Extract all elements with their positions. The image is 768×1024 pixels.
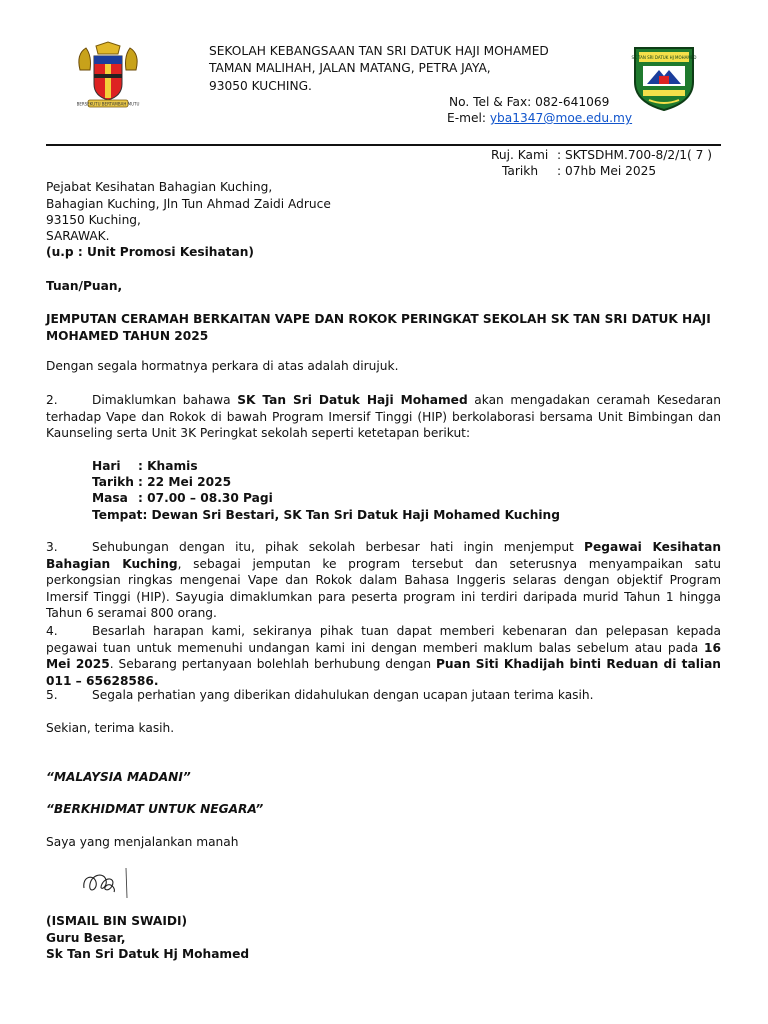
recipient-line-2: Bahagian Kuching, Jln Tun Ahmad Zaidi Adruce <box>46 197 331 211</box>
school-phone: No. Tel & Fax: 082-641069 <box>449 95 610 109</box>
school-address-1: TAMAN MALIHAH, JALAN MATANG, PETRA JAYA, <box>209 61 491 75</box>
malaysia-coat-of-arms-logo <box>72 40 144 112</box>
paragraph-2: 2. Dimaklumkan bahawa SK Tan Sri Datuk Haji Mohamed akan mengadakan ceramah Kesedaran terhadap Vape dan Rokok di bawah Program Imersif Tinggi (HIP) berkolaborasi bersama Unit Bimbingan dan Kaunseling serta Unit 3K Peringkat sekolah seperti ketetapan berikut: <box>46 393 721 440</box>
letterhead-divider <box>46 144 721 146</box>
venue-value: : Dewan Sri Bestari, SK Tan Sri Datuk Haji Mohamed Kuching <box>142 507 560 522</box>
letter-subject: JEMPUTAN CERAMAH BERKAITAN VAPE DAN ROKOK PERINGKAT SEKOLAH SK TAN SRI DATUK HAJI MOHAMED TAHUN 2025 <box>46 312 711 343</box>
school-email-row <box>447 111 632 125</box>
svg-text:BERSEKUTU BERTAMBAH MUTU: BERSEKUTU BERTAMBAH MUTU <box>76 101 140 107</box>
date-value: : 07hb Mei 2025 <box>557 164 657 178</box>
signatory-title: Guru Besar, <box>46 931 126 945</box>
day-value: : Khamis <box>138 459 198 473</box>
paragraph-3: 3. Sehubungan dengan itu, pihak sekolah berbesar hati ingin menjemput Pegawai Kesihatan Bahagian Kuching, sebagai jemputan ke program tersebut dan seterusnya menyampaikan satu perkongsian ringkas mengenai Vape dan Rokok dalam Bahasa Inggeris selaras dengan objektif Program Imersif Tinggi (HIP). Sayugia dimaklumkan para peserta program ini terdiri daripada murid Tahun 1 hingga Tahun 6 seramai 800 orang. <box>46 540 722 620</box>
paragraph-5: 5. Segala perhatian yang diberikan didahulukan dengan ucapan jutaan terima kasih. <box>46 688 594 702</box>
recipient-attention: (u.p : Unit Promosi Kesihatan) <box>46 245 254 259</box>
date-label: Tarikh <box>502 164 539 178</box>
motto-berkhidmat: “BERKHIDMAT UNTUK NEGARA” <box>46 802 264 816</box>
paragraph-2-number: 2. <box>46 393 58 407</box>
school-address-2: 93050 KUCHING. <box>209 79 312 93</box>
duty-line: Saya yang menjalankan manah <box>46 835 239 849</box>
signatory-name: (ISMAIL BIN SWAIDI) <box>46 914 188 928</box>
intro-paragraph: Dengan segala hormatnya perkara di atas adalah dirujuk. <box>46 359 399 373</box>
email-link[interactable]: yba1347@moe.edu.my <box>489 111 633 125</box>
event-date-value: : 22 Mei 2025 <box>138 475 232 490</box>
school-name: SEKOLAH KEBANGSAAN TAN SRI DATUK HAJI MOHAMED <box>209 44 549 58</box>
recipient-line-3: 93150 Kuching, <box>46 213 141 227</box>
paragraph-4: 4. Besarlah harapan kami, sekiranya pihak tuan dapat memberi kebenaran dan pelepasan kepada pegawai tuan untuk memenuhi undangan kami ini dengan memberi maklum balas sebelum atau pada 16 Mei 2025. Sebarang pertanyaan bolehlah berhubung dengan Puan Siti Khadijah binti Reduan di talian 011 – 65628586. <box>46 624 721 688</box>
handwritten-signature <box>78 864 134 902</box>
recipient-line-1: Pejabat Kesihatan Bahagian Kuching, <box>46 180 273 194</box>
recipient-line-4: SARAWAK. <box>46 229 110 243</box>
signatory-school: Sk Tan Sri Datuk Hj Mohamed <box>46 947 250 961</box>
time-label: Masa <box>92 491 128 506</box>
email-label: E-mel: <box>447 111 490 125</box>
salutation: Tuan/Puan, <box>46 279 123 293</box>
paragraph-5-number: 5. <box>46 688 58 702</box>
reference-label: Ruj. Kami <box>491 148 549 162</box>
school-badge-logo <box>629 40 699 112</box>
closing-line: Sekian, terima kasih. <box>46 721 175 735</box>
event-details <box>92 458 560 523</box>
paragraph-4-number: 4. <box>46 624 58 638</box>
paragraph-3-number: 3. <box>46 540 58 554</box>
time-value: : 07.00 – 08.30 Pagi <box>138 491 273 506</box>
event-date-label: Tarikh <box>92 475 134 490</box>
motto-malaysia-madani: “MALAYSIA MADANI” <box>46 770 191 784</box>
svg-text:SK TAN SRI DATUK HJ MOHAMED: SK TAN SRI DATUK HJ MOHAMED <box>631 55 697 60</box>
venue-label: Tempat <box>92 507 143 522</box>
day-label: Hari <box>92 459 121 473</box>
reference-value: : SKTSDHM.700-8/2/1( 7 ) <box>557 148 713 162</box>
